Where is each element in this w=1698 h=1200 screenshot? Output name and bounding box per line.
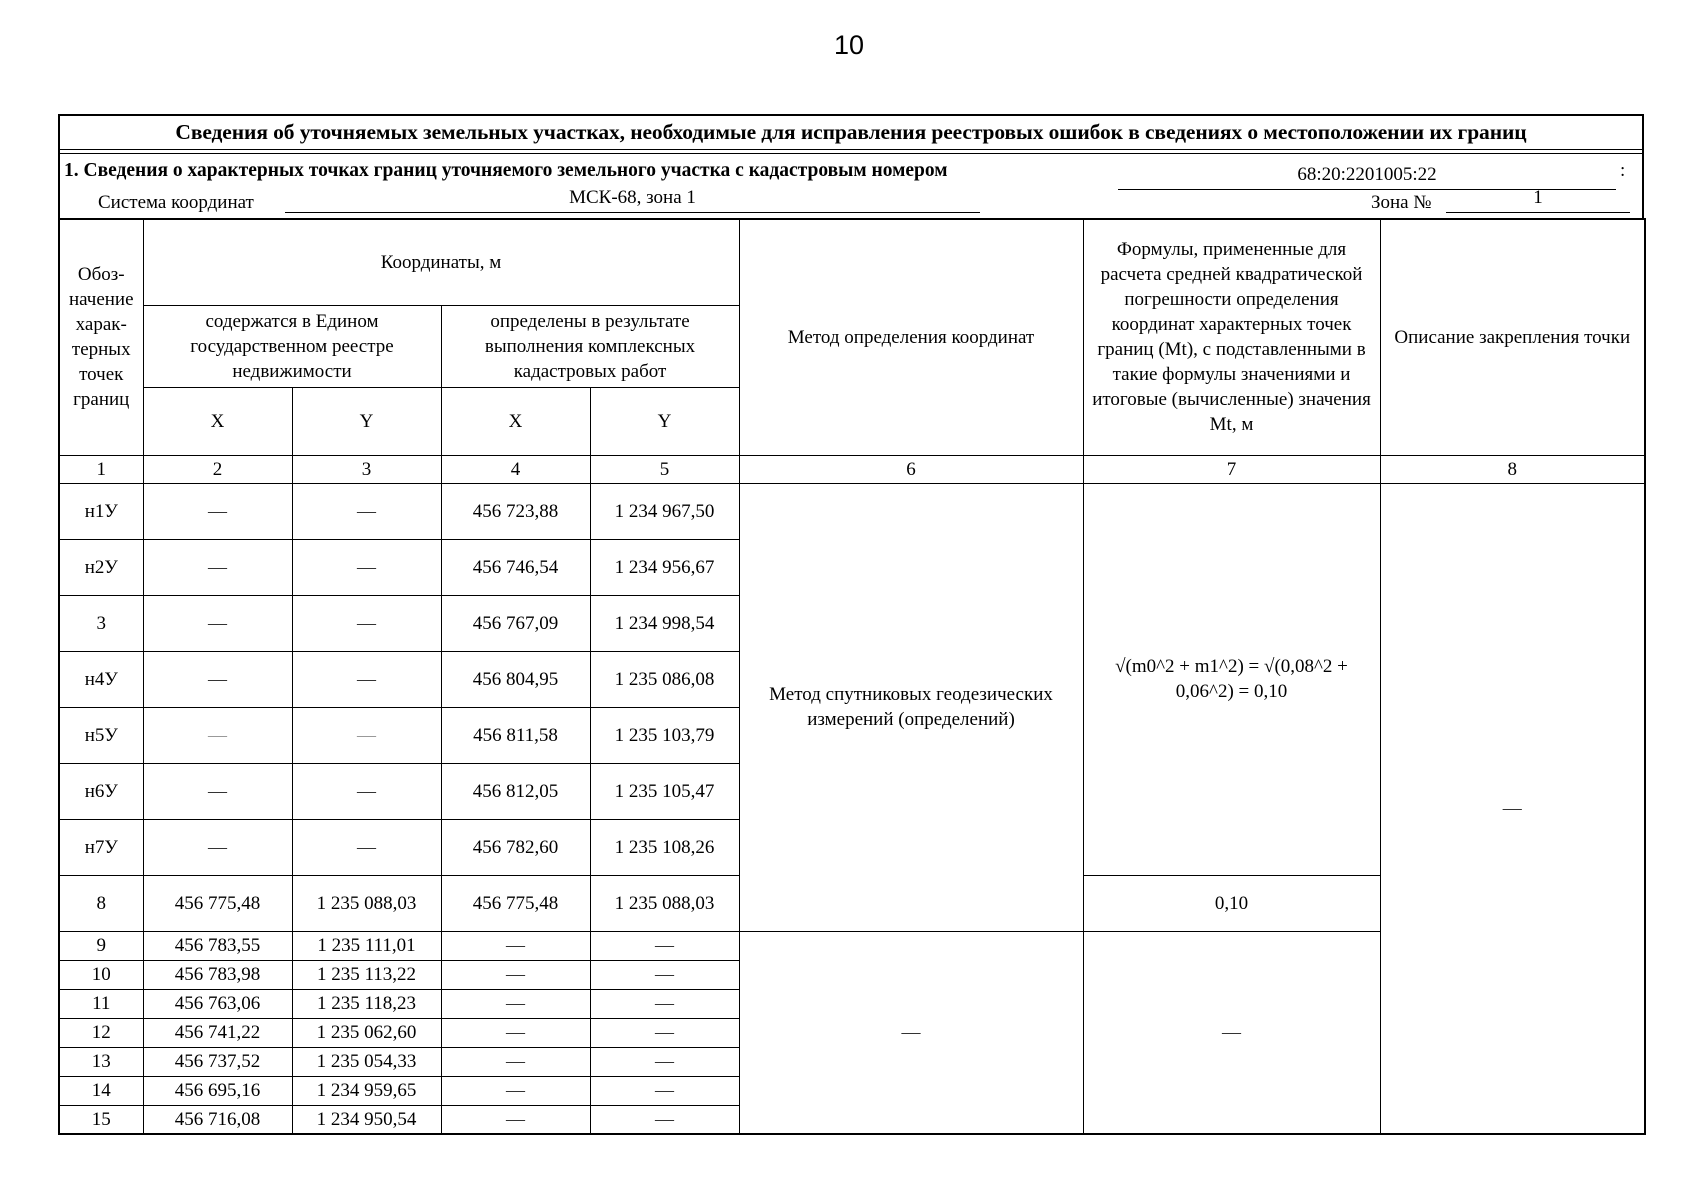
x-kkr: 456 723,88 [441, 483, 590, 539]
point-id: 12 [59, 1018, 143, 1047]
column-number: 7 [1083, 455, 1380, 483]
point-id: 9 [59, 931, 143, 960]
header-description: Описание закрепления точки [1380, 219, 1645, 455]
x-egrn: — [143, 595, 292, 651]
y-kkr: — [590, 989, 739, 1018]
y-egrn: 1 235 054,33 [292, 1047, 441, 1076]
header-y-egrn: Y [292, 387, 441, 455]
x-egrn: 456 783,55 [143, 931, 292, 960]
header-x-egrn: X [143, 387, 292, 455]
method-dash: — [739, 931, 1083, 1134]
form-title: Сведения об уточняемых земельных участках, необходимые для исправления реестровых ошибок в сведениях о местоположении их границ [58, 114, 1644, 150]
x-egrn: 456 737,52 [143, 1047, 292, 1076]
column-number: 2 [143, 455, 292, 483]
cadastral-number: 68:20:2201005:22 [1118, 164, 1616, 190]
header-egrn: содержатся в Едином государственном реестре недвижимости [143, 305, 441, 387]
point-id: 11 [59, 989, 143, 1018]
header-coordinates: Координаты, м [143, 219, 739, 305]
x-egrn: — [143, 819, 292, 875]
column-number: 1 [59, 455, 143, 483]
y-kkr: — [590, 1076, 739, 1105]
header-y-kkr: Y [590, 387, 739, 455]
x-kkr: — [441, 960, 590, 989]
point-id: н6У [59, 763, 143, 819]
point-id: 13 [59, 1047, 143, 1076]
section-title: 1. Сведения о характерных точках границ уточняемого земельного участка с кадастровым номером [64, 160, 948, 181]
y-egrn: 1 235 062,60 [292, 1018, 441, 1047]
points-table [58, 218, 1646, 1135]
y-egrn: — [292, 763, 441, 819]
y-kkr: 1 235 108,26 [590, 819, 739, 875]
column-number: 8 [1380, 455, 1645, 483]
y-egrn: 1 234 959,65 [292, 1076, 441, 1105]
y-kkr: — [590, 1018, 739, 1047]
x-egrn: 456 716,08 [143, 1105, 292, 1134]
formula-value: √(m0^2 + m1^2) = √(0,08^2 + 0,06^2) = 0,10 [1083, 483, 1380, 875]
point-id: 15 [59, 1105, 143, 1134]
y-egrn: — [292, 483, 441, 539]
section-header [58, 153, 1644, 218]
header-x-kkr: X [441, 387, 590, 455]
point-id: н5У [59, 707, 143, 763]
point-id: 10 [59, 960, 143, 989]
x-egrn: — [143, 651, 292, 707]
x-egrn: 456 763,06 [143, 989, 292, 1018]
y-kkr: 1 235 105,47 [590, 763, 739, 819]
point-id: н7У [59, 819, 143, 875]
y-egrn: — [292, 819, 441, 875]
x-kkr: 456 812,05 [441, 763, 590, 819]
header-kkr: определены в результате выполнения комплексных кадастровых работ [441, 305, 739, 387]
y-egrn: — [292, 595, 441, 651]
y-egrn: — [292, 707, 441, 763]
point-id: 3 [59, 595, 143, 651]
y-egrn: 1 235 088,03 [292, 875, 441, 931]
x-egrn: — [143, 763, 292, 819]
column-number: 5 [590, 455, 739, 483]
y-kkr: 1 234 967,50 [590, 483, 739, 539]
x-egrn: 456 695,16 [143, 1076, 292, 1105]
y-kkr: 1 235 088,03 [590, 875, 739, 931]
page-number: 10 [833, 30, 865, 60]
point-id: н2У [59, 539, 143, 595]
y-kkr: — [590, 1047, 739, 1076]
y-egrn: 1 234 950,54 [292, 1105, 441, 1134]
y-kkr: — [590, 931, 739, 960]
column-number: 6 [739, 455, 1083, 483]
header-method: Метод определения координат [739, 219, 1083, 455]
point-id: н1У [59, 483, 143, 539]
description-dash: — [1380, 483, 1645, 1134]
header-formula: Формулы, примененные для расчета средней квадратической погрешности определения координат характерных точек границ (Mt), с подставленными в такие формулы значениями и итоговые (вычисленные) значения Mt, м [1083, 219, 1380, 455]
x-egrn: — [143, 539, 292, 595]
coord-system-label: Система координат [98, 192, 254, 213]
y-kkr: — [590, 960, 739, 989]
x-kkr: 456 804,95 [441, 651, 590, 707]
y-egrn: — [292, 651, 441, 707]
column-number: 3 [292, 455, 441, 483]
y-egrn: 1 235 113,22 [292, 960, 441, 989]
y-kkr: 1 235 086,08 [590, 651, 739, 707]
x-kkr: — [441, 1076, 590, 1105]
x-egrn: 456 775,48 [143, 875, 292, 931]
y-egrn: — [292, 539, 441, 595]
document-form [58, 114, 1644, 1135]
x-kkr: 456 775,48 [441, 875, 590, 931]
coord-system-value: МСК-68, зона 1 [285, 187, 980, 213]
table-row [59, 483, 1645, 539]
cadastral-colon: : [1620, 160, 1626, 181]
x-egrn: — [143, 707, 292, 763]
x-egrn: 456 783,98 [143, 960, 292, 989]
x-kkr: — [441, 1105, 590, 1134]
x-kkr: — [441, 1018, 590, 1047]
y-egrn: 1 235 111,01 [292, 931, 441, 960]
x-kkr: 456 767,09 [441, 595, 590, 651]
zone-value: 1 [1446, 187, 1630, 213]
y-kkr: — [590, 1105, 739, 1134]
x-kkr: 456 811,58 [441, 707, 590, 763]
y-kkr: 1 234 998,54 [590, 595, 739, 651]
y-kkr: 1 234 956,67 [590, 539, 739, 595]
point-id: 14 [59, 1076, 143, 1105]
x-kkr: 456 782,60 [441, 819, 590, 875]
mt-value: 0,10 [1083, 875, 1380, 931]
point-id: 8 [59, 875, 143, 931]
x-egrn: — [143, 483, 292, 539]
formula-dash: — [1083, 931, 1380, 1134]
x-kkr: — [441, 989, 590, 1018]
x-egrn: 456 741,22 [143, 1018, 292, 1047]
y-kkr: 1 235 103,79 [590, 707, 739, 763]
x-kkr: — [441, 1047, 590, 1076]
x-kkr: 456 746,54 [441, 539, 590, 595]
x-kkr: — [441, 931, 590, 960]
y-egrn: 1 235 118,23 [292, 989, 441, 1018]
method-satellite: Метод спутниковых геодезических измерений (определений) [739, 483, 1083, 931]
zone-label: Зона № [1371, 192, 1432, 213]
header-point-designation: Обоз-начение харак-терных точек границ [59, 219, 143, 455]
column-number: 4 [441, 455, 590, 483]
point-id: н4У [59, 651, 143, 707]
